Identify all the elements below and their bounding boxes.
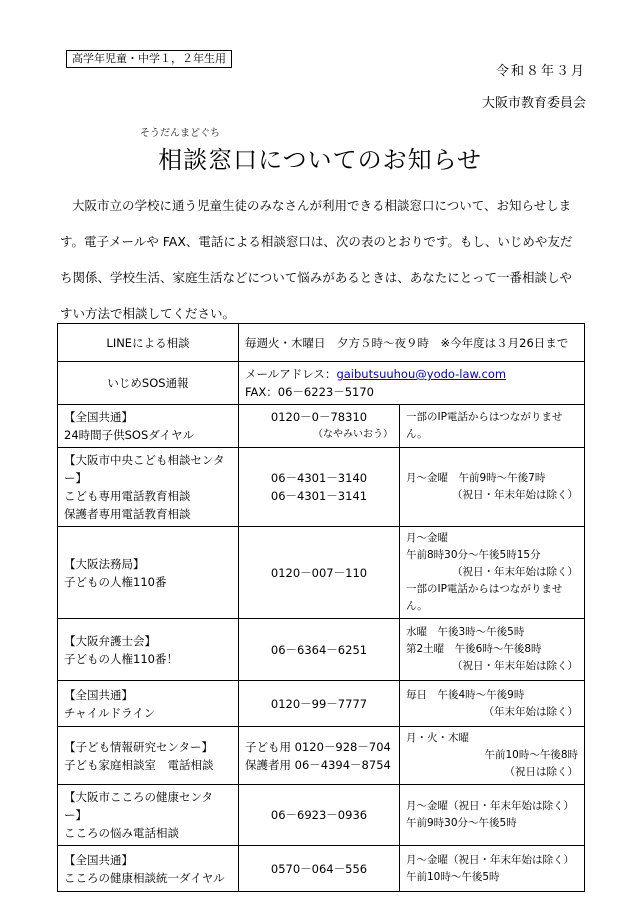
org-name: 【大阪市こころの健康センター】 [64,790,214,822]
hours-cell [400,527,585,619]
hours-line: （祝日は除く） [504,766,578,778]
service-name: チャイルドライン [64,705,156,720]
page-title: 相談窓口についてのお知らせ [158,146,482,174]
table-row [58,846,585,892]
hours-line: 毎日 午後4時～午後9時 [406,688,525,701]
phone-cell [239,727,400,785]
phone-number: 0120－0－78310 [270,410,368,424]
org-cell [58,727,239,785]
hours-cell [400,846,585,892]
sos-service-name: いじめSOS通報 [58,362,239,405]
service-name: こころの健康相談統一ダイヤル [64,870,225,885]
table-row [58,405,585,448]
hours-line: 一部のIP電話からはつながりません。 [406,583,563,612]
org-cell [58,619,239,681]
phone-number: 06－4301－3140 [270,471,368,485]
phone-cell [239,405,400,448]
sos-contact [239,362,585,405]
org-name: 【大阪市中央こども相談センター】 [64,453,225,485]
service-name: 子どもの人権110番 [64,574,167,589]
org-name: 【全国共通】 [64,410,133,424]
table-row-sos [58,362,585,405]
hours-line: 月～金曜（祝日・年末年始は除く） [406,853,574,866]
service-name: 子どもの人権110番！ [64,651,178,666]
issue-date: 令和８年３月 [495,64,586,79]
hours-line: 月～金曜 午前9時～午後7時 [406,472,546,484]
phone-number-2: 06－4301－3141 [270,489,368,503]
service-name: こころの悩み電話相談 [64,826,179,840]
hours-line: （祝日・年末年始は除く） [452,566,578,578]
line-service-hours: 毎週火・木曜日 夕方５時～夜９時 ※今年度は３月26日まで [239,324,585,362]
org-name: 【全国共通】 [64,687,133,702]
issuing-organization: 大阪市教育委員会 [481,96,586,111]
email-label: メールアドレス： [245,367,337,381]
hours-cell [400,619,585,681]
org-name: 【子ども情報研究センター】 [64,739,214,754]
hours-line: 月～金曜 [406,532,448,544]
table-row [58,527,585,619]
intro-paragraph: 大阪市立の学校に通う児童生徒のみなさんが利用できる相談窓口について、お知らせします。電子メールや FAX、電話による相談窓口は、次の表のとおりです。もし、いじめや友だち関係、学校生活、家庭生活などについて悩みがあるときは、あなたにとって一番相談しやすい方法で相談してください。 [60,198,573,321]
phone-cell [239,681,400,727]
phone-number: 06－6923－0936 [270,808,368,822]
phone-cell [239,846,400,892]
phone-number-2: 保護者用 06－4394－8754 [245,757,391,772]
hours-line: 水曜 午後3時～午後5時 [406,626,525,638]
hours-line: 午前8時30分～午後5時15分 [406,549,541,561]
org-name: 【大阪法務局】 [64,556,145,571]
phone-number: 0120－007－110 [270,565,368,580]
service-name: 子ども家庭相談室 電話相談 [64,757,214,772]
org-cell [58,527,239,619]
phone-cell [239,785,400,846]
phone-number: 子ども用 0120－928－704 [245,739,391,754]
org-cell [58,785,239,846]
hours-line: 午前9時30分～午後5時 [406,817,517,829]
phone-number: 0570－064－556 [270,861,368,876]
org-cell [58,448,239,527]
consultation-table [57,323,585,892]
service-name-2: 保護者専用電話教育相談 [64,507,191,521]
fax-number: FAX：06－6223－5170 [245,385,374,399]
hours-line: 午前10時～午後5時 [406,870,500,883]
org-cell [58,846,239,892]
hours-cell [400,785,585,846]
table-row [58,448,585,527]
org-cell [58,681,239,727]
phone-number: 0120－99－7777 [270,696,368,711]
service-name: こども専用電話教育相談 [64,489,191,503]
hours-line: 一部のIP電話からはつながりません。 [406,411,563,440]
hours-cell [400,405,585,448]
table-row [58,681,585,727]
hours-cell [400,727,585,785]
table-row [58,727,585,785]
table-row [58,619,585,681]
org-name: 【全国共通】 [64,852,133,867]
org-name: 【大阪弁護士会】 [64,633,156,648]
org-cell [58,405,239,448]
line-service-name: LINEによる相談 [58,324,239,362]
phone-cell [239,448,400,527]
hours-line: 月～金曜（祝日・年末年始は除く） [406,800,574,812]
hours-line: （祝日・年末年始は除く） [452,660,578,672]
hours-line: 第2土曜 午後6時～午後8時 [406,643,542,655]
hours-line: （祝日・年末年始は除く） [452,489,578,501]
email-link[interactable]: gaibutsuuhou@yodo-law.com [336,367,507,381]
title-ruby: そうだんまどぐち [140,128,220,139]
phone-cell [239,619,400,681]
phone-number: 06－6364－6251 [270,642,368,657]
hours-cell [400,448,585,527]
phone-cell [239,527,400,619]
hours-line: 月・火・木曜 [406,732,469,744]
table-row [58,785,585,846]
hours-line: （年末年始は除く） [483,705,578,718]
hours-line: 午前10時～午後8時 [484,749,578,761]
service-name: 24時間子供SOSダイヤル [64,428,194,442]
table-row-line [58,324,585,362]
target-grade-label: 高学年児童・中学１，２年生用 [66,50,232,68]
hours-cell [400,681,585,727]
phone-mnemonic: （なやみいおう） [313,429,393,440]
